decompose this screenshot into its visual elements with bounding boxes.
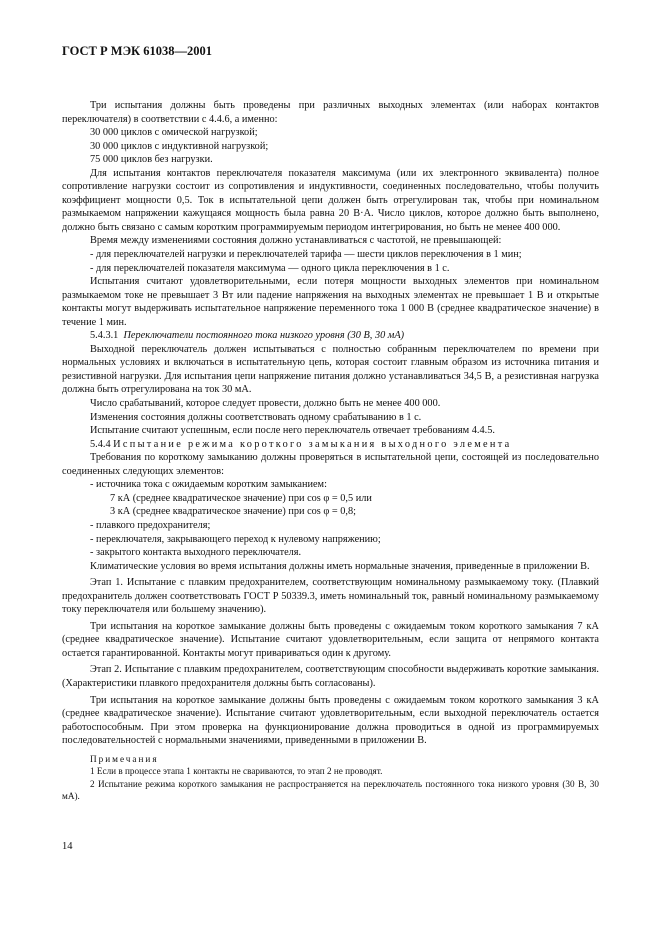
- page-number: 14: [62, 841, 73, 852]
- list-item-current: 3 кА (среднее квадратическое значение) при cos φ = 0,8;: [110, 506, 357, 518]
- notes-block: [62, 753, 599, 803]
- paragraph-state-change: Изменения состояния должны соответствовать одному срабатыванию в 1 с.: [90, 411, 422, 423]
- section-title: Испытание режима короткого замыкания выходного элемента: [113, 438, 512, 450]
- list-item-cycle: 75 000 циклов без нагрузки.: [90, 154, 213, 166]
- list-item-element: - источника тока с ожидаемым коротким замыканием:: [90, 479, 327, 491]
- notes-heading: Примечания: [90, 753, 159, 764]
- note-item: 1 Если в процессе этапа 1 контакты не свариваются, то этап 2 не проводят.: [90, 766, 383, 777]
- paragraph-operations-count: Число срабатываний, которое следует провести, должно быть не менее 400 000.: [90, 398, 441, 410]
- list-item-element: - переключателя, закрывающего переход к нулевому напряжению;: [90, 533, 381, 545]
- paragraph-stage-2: Этап 2. Испытание с плавким предохранителем, соответствующим способности выдерживать короткие замыкания. (Характеристики плавкого предохранителя должны быть согласованы).: [62, 664, 599, 689]
- paragraph-short-circuit-requirements: Требования по короткому замыканию должны проверяться в испытательной цепи, состоящей из последовательно соединенных следующих элементов:: [62, 452, 599, 477]
- note-item: 2 Испытание режима короткого замыкания не распространяется на переключатель постоянного тока низкого уровня (30 В, 30 мА).: [62, 778, 599, 801]
- standard-header: ГОСТ Р МЭК 61038—2001: [62, 44, 212, 58]
- section-title: Переключатели постоянного тока низкого уровня (30 В, 30 мА): [123, 330, 405, 342]
- paragraph-stage-1-tests: Три испытания на короткое замыкание должны быть проведены с ожидаемым током короткого замыкания 7 кА (среднее квадратическое значение). Испытание считают удовлетворительным, если защита от непрямого контакта остается гарантированной. Контакты могут привариваться один к другому.: [62, 620, 599, 659]
- document-body: [62, 99, 599, 802]
- paragraph-climate: Климатические условия во время испытания должны иметь нормальные значения, приведенные в приложении В.: [90, 560, 590, 572]
- section-number: 5.4.3.1: [90, 330, 119, 342]
- paragraph-success: Испытание считают успешным, если после него переключатель отвечает требованиям 4.4.5.: [90, 425, 495, 437]
- paragraph-acceptance: Испытания считают удовлетворительными, если потеря мощности выходных элементов при номинальном размыкаемом токе не превышает 3 Вт или падение напряжения на выходных элементах не превышает 1 В и открытые контакты могут выдерживать испытательное напряжение переменного тока 1 000 В (среднее квадратическое значение) в течение 1 мин.: [62, 276, 599, 328]
- paragraph-dc-switch: Выходной переключатель должен испытываться с полностью собранным переключателем по времени при нормальных условиях и включаться в испытательную цепь, которая состоит главным образом из источника питания и резистивной нагрузки. Для испытания цепи напряжение питания должно устанавливаться 34,5 В, а резистивная нагрузка должна быть отрегулирована на ток 30 мА.: [62, 343, 599, 396]
- section-heading-544: [62, 438, 599, 452]
- paragraph-stage-1: Этап 1. Испытание с плавким предохранителем, соответствующим номинальному размыкаемому току. (Плавкий предохранитель должен соответствовать ГОСТ Р 50339.3, иметь номинальный ток, равный номинальному размыкаемому току переключателя или большему значению).: [62, 577, 599, 616]
- paragraph-stage-2-tests: Три испытания на короткое замыкание должны быть проведены с ожидаемым током короткого замыкания 3 кА (среднее квадратическое значение). Испытание считают удовлетворительным, если выходной переключатель остается работоспособным. При этом проверка на функционирование должна проводиться в одной из программируемых последовательностей с нормальными значениями, приведенными в приложении В.: [62, 694, 599, 747]
- section-heading-5431: [62, 329, 599, 343]
- list-item-frequency: - для переключателей нагрузки и переключателей тарифа — шести циклов переключения в 1 мин;: [90, 249, 522, 261]
- list-item-current: 7 кА (среднее квадратическое значение) при cos φ = 0,5 или: [110, 492, 372, 504]
- list-item-cycle: 30 000 циклов с омической нагрузкой;: [90, 127, 258, 139]
- list-item-element: - закрытого контакта выходного переключателя.: [90, 547, 302, 559]
- list-item-element: - плавкого предохранителя;: [90, 519, 211, 531]
- list-item-frequency: - для переключателей показателя максимума — одного цикла переключения в 1 с.: [90, 262, 450, 274]
- list-item-cycle: 30 000 циклов с индуктивной нагрузкой;: [90, 140, 269, 152]
- paragraph-demand-contacts: Для испытания контактов переключателя показателя максимума (или их электронного эквивалента) полное сопротивление нагрузки состоит из сопротивления и индуктивности, соединенных последовательно, чтобы получить коэффициент мощности 0,5. Ток в испытательной цепи должен быть отрегулирован так, чтобы при номинальном размыкаемом напряжении кажущаяся мощность была равна 20 В·А. Число циклов, которое должно быть выполнено, должно быть связано с самым коротким программируемым периодом интегрирования, но быть не менее 400 000.: [62, 167, 599, 233]
- paragraph-switching-frequency: Время между изменениями состояния должно устанавливаться с частотой, не превышающей:: [90, 235, 502, 247]
- section-number: 5.4.4: [90, 438, 111, 450]
- paragraph-intro: Три испытания должны быть проведены при различных выходных элементах (или наборах контактов переключателя) в соответствии с 4.4.6, а именно:: [62, 100, 599, 125]
